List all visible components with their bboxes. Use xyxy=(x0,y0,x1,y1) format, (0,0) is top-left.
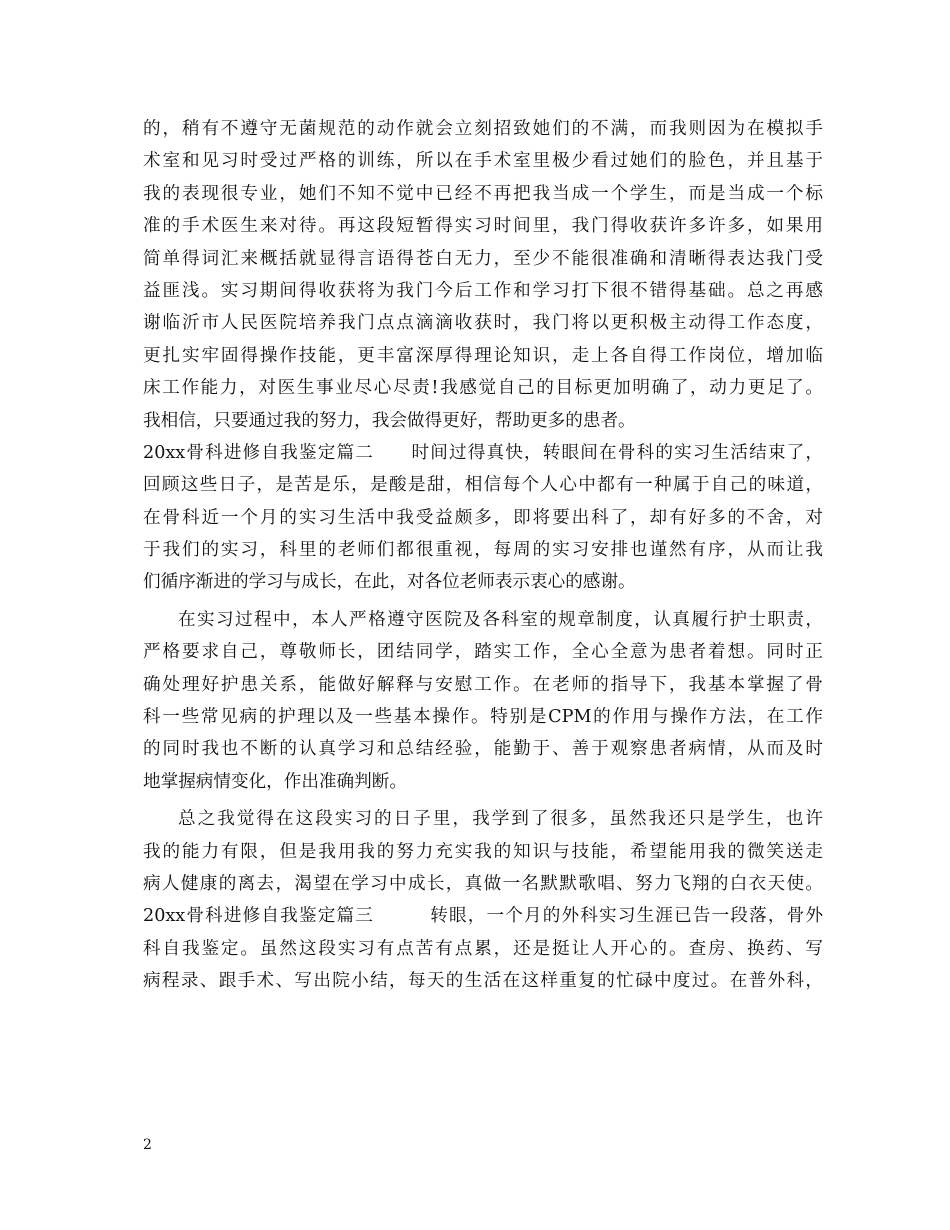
paragraph-start-line: 在实习过程中，本人严格遵守医院及各科室的规章制度，认真履行护士职责， xyxy=(178,609,823,630)
text-line: 我的表现很专业，她们不知不觉中已经不再把我当成一个学生，而是当成一个标 xyxy=(143,183,823,204)
text-line: 的，稍有不遵守无菌规范的动作就会立刻招致她们的不满，而我则因为在模拟手 xyxy=(143,119,823,139)
text-line: 在骨科近一个月的实习生活中我受益颇多，即将要出科了，却有好多的不舍，对 xyxy=(143,507,823,528)
text-line: 谢临沂市人民医院培养我门点点滴滴收获时，我门将以更积极主动得工作态度， xyxy=(143,313,823,334)
section-heading-line: 20xx骨科进修自我鉴定篇二 时间过得真快，转眼间在骨科的实习生活结束了， xyxy=(143,442,823,463)
text-line: 于我们的实习，科里的老师们都很重视，每周的实习安排也谨然有序，从而让我 xyxy=(143,540,823,561)
text-line: 病人健康的离去，渴望在学习中成长，真做一名默默歌唱、努力飞翔的白衣天使。 xyxy=(143,873,823,894)
text-line: 严格要求自己，尊敬师长，团结同学，踏实工作，全心全意为患者着想。同时正 xyxy=(143,642,823,663)
text-line: 科一些常见病的护理以及一些基本操作。特别是CPM的作用与操作方法，在工作 xyxy=(143,707,823,728)
text-line: 回顾这些日子，是苦是乐，是酸是甜，相信每个人心中都有一种属于自己的味道， xyxy=(143,475,823,496)
text-line: 准的手术医生来对待。再这段短暂得实习时间里，我门得收获许多许多，如果用 xyxy=(143,216,823,237)
text-line: 确处理好护患关系，能做好解释与安慰工作。在老师的指导下，我基本掌握了骨 xyxy=(143,674,823,695)
text-line: 我的能力有限，但是我用我的努力充实我的知识与技能，希望能用我的微笑送走 xyxy=(143,841,823,862)
text-line: 们循序渐进的学习与成长，在此，对各位老师表示衷心的感谢。 xyxy=(143,572,636,593)
section-heading-line: 20xx骨科进修自我鉴定篇三 转眼，一个月的外科实习生涯已告一段落，骨外 xyxy=(143,906,823,927)
text-line: 益匪浅。实习期间得收获将为我门今后工作和学习打下很不错得基础。总之再感 xyxy=(143,280,823,301)
paragraph-start-line: 总之我觉得在这段实习的日子里，我学到了很多，虽然我还只是学生，也许 xyxy=(178,809,823,830)
text-line: 的同时我也不断的认真学习和总结经验，能勤于、善于观察患者病情，从而及时 xyxy=(143,739,823,760)
body-text xyxy=(143,113,823,998)
text-line: 术室和见习时受过严格的训练，所以在手术室里极少看过她们的脸色，并且基于 xyxy=(143,151,823,172)
text-line: 我相信，只要通过我的努力，我会做得更好，帮助更多的患者。 xyxy=(143,410,636,431)
text-line: 简单得词汇来概括就显得言语得苍白无力，至少不能很准确和清晰得表达我门受 xyxy=(143,248,823,269)
text-line: 病程录、跟手术、写出院小结，每天的生活在这样重复的忙碌中度过。在普外科， xyxy=(143,971,823,992)
text-line: 地掌握病情变化，作出准确判断。 xyxy=(143,771,407,792)
text-line: 更扎实牢固得操作技能，更丰富深厚得理论知识，走上各自得工作岗位，增加临 xyxy=(143,345,823,366)
text-line: 床工作能力，对医生事业尽心尽责!我感觉自己的目标更加明确了，动力更足了。 xyxy=(143,378,823,399)
page-number: 2 xyxy=(143,1137,152,1153)
text-line: 科自我鉴定。虽然这段实习有点苦有点累，还是挺让人开心的。查房、换药、写 xyxy=(143,938,823,959)
